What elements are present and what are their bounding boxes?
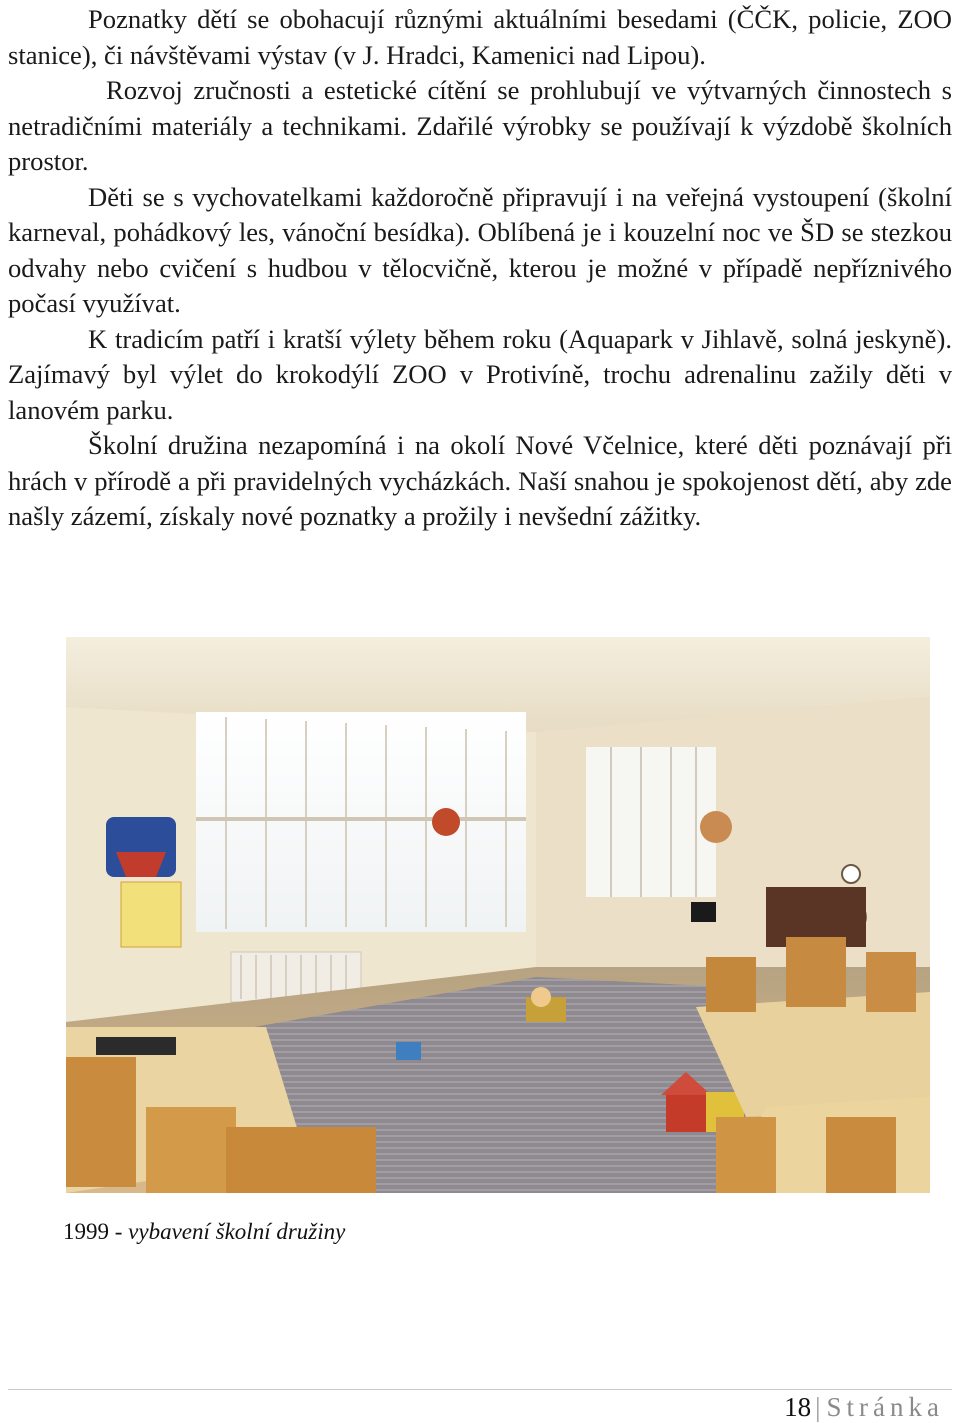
paragraph-4: K tradicím patří i kratší výlety během roku (Aquapark v Jihlavě, solná jeskyně). Zajímavý byl výlet do krokodýlí ZOO v Protivíně, trochu adrenalinu zažily děti v lanovém parku. — [8, 323, 952, 425]
paragraph-3: Děti se s vychovatelkami každoročně připravují i na veřejná vystoupení (školní karneval, pohádkový les, vánoční besídka). Oblíbená je i kouzelní noc ve ŠD se stezkou odvahy nebo cvičení s hudbou v tělocvičně, kterou je možné v případě nepříznivého počasí využívat. — [8, 181, 952, 318]
paragraph-5: Školní družina nezapomíná i na okolí Nové Včelnice, které děti poznávají při hrách v přírodě a při pravidelných vycházkách. Naší snahou je spokojenost dětí, aby zde našly zázemí, získaly nové poznatky a prožily i nevšední zážitky. — [8, 430, 952, 531]
body-text — [8, 2, 952, 535]
caption-separator: - — [109, 1219, 129, 1244]
paragraph-1: Poznatky dětí se obohacují různými aktuálními besedami (ČČK, policie, ZOO stanice), či návštěvami výstav (v J. Hradci, Kamenici nad Lipou). — [8, 4, 952, 70]
classroom-photo — [66, 637, 930, 1193]
caption-year: 1999 — [63, 1219, 109, 1244]
footer-separator: | — [815, 1392, 821, 1422]
page-label: Stránka — [826, 1392, 944, 1422]
photo-caption — [63, 1219, 345, 1245]
caption-place: vybavení školní družiny — [128, 1219, 346, 1244]
page-number: 18 — [784, 1392, 812, 1422]
footer-divider — [8, 1389, 952, 1390]
page-footer — [784, 1392, 944, 1423]
paragraph-2: Rozvoj zručnosti a estetické cítění se prohlubují ve výtvarných činnostech s netradičními materiály a technikami. Zdařilé výrobky se používají k výzdobě školních prostor. — [8, 75, 952, 176]
